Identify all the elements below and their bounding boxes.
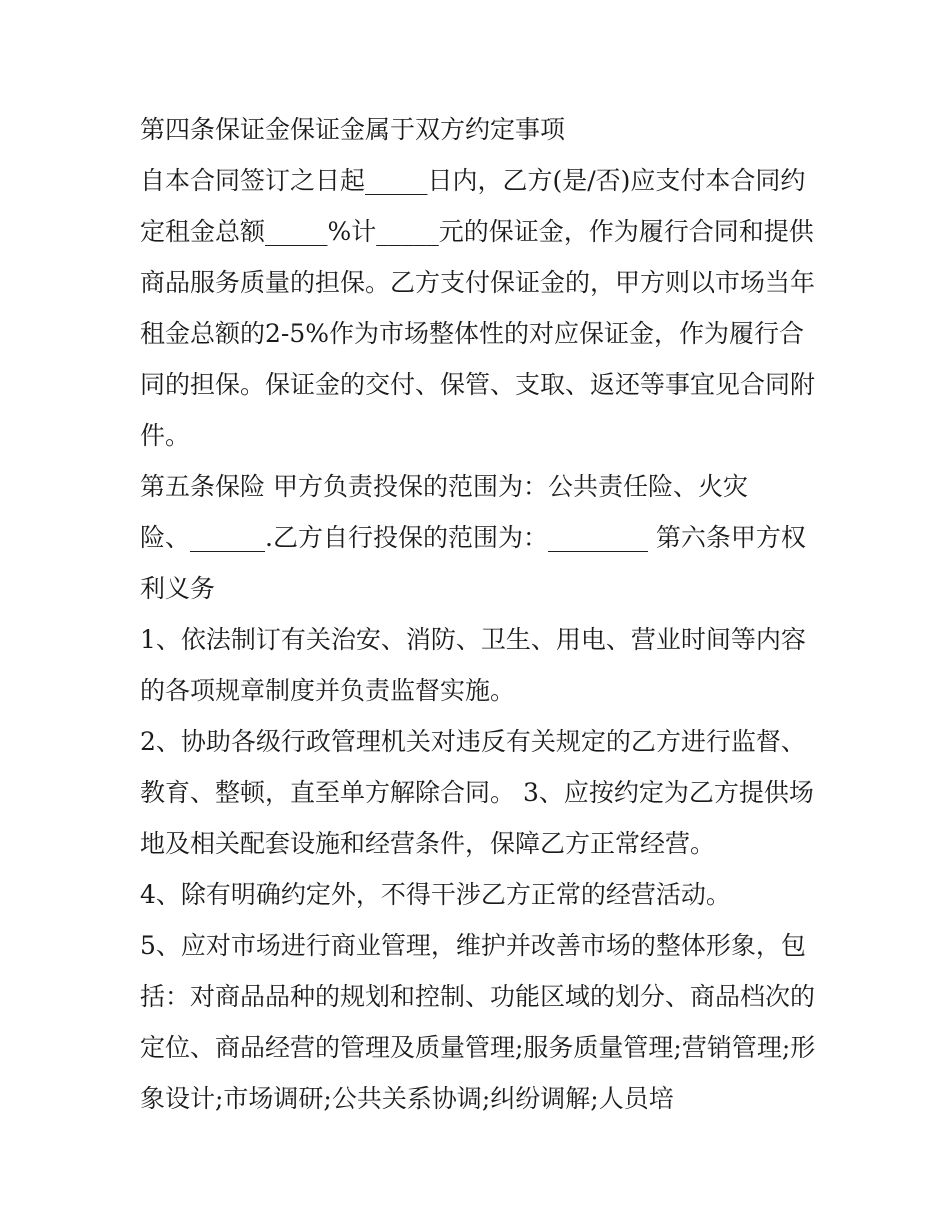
text-line: 租金总额的2-5%作为市场整体性的对应保证金，作为履行合 bbox=[140, 319, 805, 348]
text-line: 第四条保证金保证金属于双方约定事项 bbox=[140, 115, 566, 144]
text-line: 的各项规章制度并负责监督实施。 bbox=[140, 676, 516, 705]
text-line: 商品服务质量的担保。乙方支付保证金的，甲方则以市场当年 bbox=[140, 268, 816, 297]
text-line: 5、应对市场进行商业管理，维护并改善市场的整体形象，包 bbox=[140, 931, 806, 960]
document-body bbox=[140, 104, 830, 1124]
text-line: 象设计;市场调研;公共关系协调;纠纷调解;人员培 bbox=[140, 1084, 674, 1113]
text-line: 定位、商品经营的管理及质量管理;服务质量管理;营销管理;形 bbox=[140, 1033, 816, 1062]
text-line: 4、除有明确约定外，不得干涉乙方正常的经营活动。 bbox=[140, 880, 731, 909]
text-line: 同的担保。保证金的交付、保管、支取、返还等事宜见合同附 bbox=[140, 370, 816, 399]
text-line: 1、依法制订有关治安、消防、卫生、用电、营业时间等内容 bbox=[140, 625, 806, 654]
text-line: 第五条保险 甲方负责投保的范围为：公共责任险、火灾 bbox=[140, 472, 748, 501]
text-line: 教育、整顿，直至单方解除合同。 3、应按约定为乙方提供场 bbox=[140, 778, 814, 807]
text-line: 自本合同签订之日起_____日内，乙方(是/否)应支付本合同约 bbox=[140, 166, 806, 195]
text-line: 2、协助各级行政管理机关对违反有关规定的乙方进行监督、 bbox=[140, 727, 806, 756]
text-line: 括：对商品品种的规划和控制、功能区域的划分、商品档次的 bbox=[140, 982, 816, 1011]
text-line: 地及相关配套设施和经营条件，保障乙方正常经营。 bbox=[140, 829, 716, 858]
text-line: 险、______.乙方自行投保的范围为：________ 第六条甲方权 bbox=[140, 523, 806, 552]
text-line: 件。 bbox=[140, 421, 191, 450]
text-line: 定租金总额_____%计_____元的保证金，作为履行合同和提供 bbox=[140, 217, 814, 246]
text-line: 利义务 bbox=[140, 574, 216, 603]
